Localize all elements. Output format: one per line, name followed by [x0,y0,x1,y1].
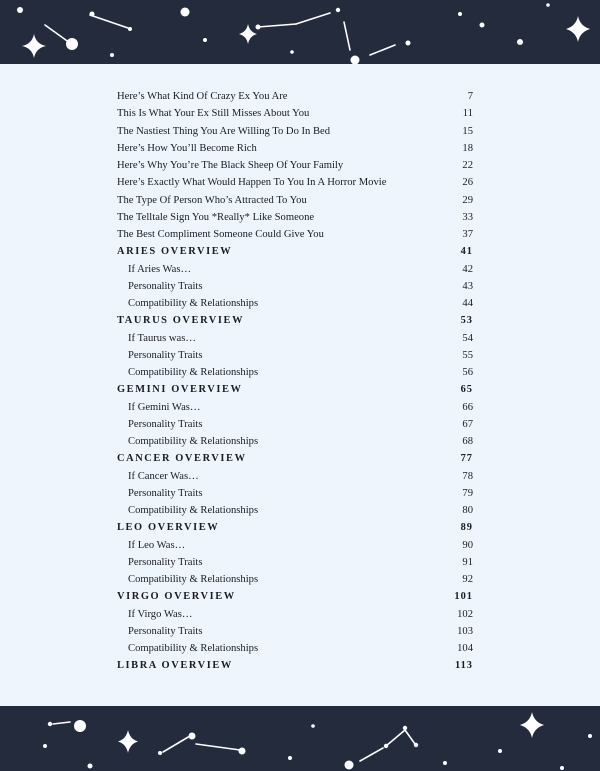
toc-page-number: 91 [462,556,473,568]
toc-title: GEMINI OVERVIEW [117,384,243,396]
toc-subentry[interactable] [117,295,473,312]
toc-page-number: 104 [457,643,473,654]
toc-page-number: 103 [457,625,473,637]
toc-title: Compatibility & Relationships [128,298,259,309]
toc-title: Here’s Why You’re The Black Sheep Of Your Family [117,160,344,171]
toc-title: Personality Traits [128,418,203,430]
toc-subentry[interactable] [117,502,473,519]
toc-title: If Virgo Was… [128,608,193,620]
toc-page-number: 68 [462,436,473,447]
toc-title: Compatibility & Relationships [128,367,259,378]
toc-subentry[interactable] [117,416,473,433]
toc-title: Compatibility & Relationships [128,643,259,654]
toc-page-number: 102 [457,608,473,620]
toc-title: The Best Compliment Someone Could Give You [117,229,324,240]
toc-section-heading[interactable] [117,243,473,260]
toc-title: Compatibility & Relationships [128,505,259,516]
toc-title: The Telltale Sign You *Really* Like Someone [117,211,315,223]
toc-title: Personality Traits [128,625,203,637]
toc-subentry[interactable] [117,485,473,502]
toc-title: LIBRA OVERVIEW [117,660,233,672]
toc-page-number: 54 [462,332,473,344]
toc-page-number: 42 [462,263,473,275]
toc-page-number: 26 [462,177,473,189]
constellation-icon [0,0,600,64]
toc-page-number: 77 [460,453,473,465]
toc-page-number: 7 [467,91,473,102]
toc-entry[interactable] [117,174,473,191]
toc-subentry[interactable] [117,330,473,347]
toc-page-number: 33 [462,211,473,223]
toc-title: Here’s Exactly What Would Happen To You In A Horror Movie [117,177,387,189]
toc-title: Personality Traits [128,349,203,361]
toc-entry[interactable] [117,105,473,122]
toc-section-heading[interactable] [117,588,473,605]
toc-page-number: 56 [462,367,473,378]
toc-page-number: 11 [462,108,473,120]
toc-subentry[interactable] [117,623,473,640]
toc-title: Here’s What Kind Of Crazy Ex You Are [117,91,288,102]
toc-page-number: 79 [462,487,473,499]
toc-subentry[interactable] [117,433,473,450]
toc-subentry[interactable] [117,364,473,381]
table-of-contents [117,88,473,675]
toc-title: CANCER OVERVIEW [117,453,247,465]
toc-section-heading[interactable] [117,450,473,467]
toc-title: If Leo Was… [128,539,186,551]
toc-subentry[interactable] [117,537,473,554]
toc-entry[interactable] [117,123,473,140]
toc-title: Compatibility & Relationships [128,436,259,447]
toc-section-heading[interactable] [117,381,473,398]
toc-entry[interactable] [117,157,473,174]
toc-entry[interactable] [117,88,473,105]
toc-title: TAURUS OVERVIEW [117,315,245,327]
toc-title: ARIES OVERVIEW [117,246,233,258]
toc-title: If Aries Was… [128,263,192,275]
toc-page-number: 101 [454,591,473,603]
toc-page-number: 18 [462,142,473,154]
toc-title: If Taurus was… [128,332,196,344]
toc-subentry[interactable] [117,468,473,485]
toc-subentry[interactable] [117,571,473,588]
toc-title: The Nastiest Thing You Are Willing To Do In Bed [117,125,331,137]
toc-page-number: 37 [462,229,473,240]
toc-page-number: 113 [454,660,473,672]
toc-page-number: 65 [460,384,473,396]
toc-title: Personality Traits [128,487,203,499]
toc-title: Personality Traits [128,556,203,568]
toc-page-number: 66 [462,401,473,413]
toc-page-number: 90 [462,539,473,551]
toc-title: Compatibility & Relationships [128,574,259,585]
toc-section-heading[interactable] [117,657,473,674]
toc-subentry[interactable] [117,640,473,657]
toc-page-number: 44 [462,298,473,309]
toc-title: Personality Traits [128,280,203,292]
toc-entry[interactable] [117,209,473,226]
toc-page-number: 29 [462,194,473,206]
toc-page-number: 89 [460,522,473,534]
toc-page-number: 41 [460,246,473,258]
toc-title: Here’s How You’ll Become Rich [117,142,257,154]
toc-page-number: 92 [462,574,473,585]
toc-title: The Type Of Person Who’s Attracted To You [117,194,307,206]
toc-page-number: 55 [462,349,473,361]
top-star-band [0,0,600,64]
toc-subentry[interactable] [117,399,473,416]
toc-page-number: 53 [460,315,473,327]
toc-page-number: 43 [462,280,473,292]
toc-page-number: 22 [462,160,473,171]
toc-subentry[interactable] [117,606,473,623]
toc-subentry[interactable] [117,347,473,364]
toc-page-number: 15 [462,125,473,137]
toc-section-heading[interactable] [117,312,473,329]
toc-subentry[interactable] [117,278,473,295]
toc-title: If Gemini Was… [128,401,201,413]
toc-title: This Is What Your Ex Still Misses About You [117,108,310,120]
toc-page-number: 78 [462,470,473,482]
toc-subentry[interactable] [117,554,473,571]
constellation-icon [0,706,600,771]
bottom-star-band [0,706,600,771]
toc-section-heading[interactable] [117,519,473,536]
toc-title: VIRGO OVERVIEW [117,591,236,603]
toc-subentry[interactable] [117,261,473,278]
toc-entry[interactable] [117,226,473,243]
toc-page-number: 80 [462,505,473,516]
toc-entry[interactable] [117,192,473,209]
toc-title: LEO OVERVIEW [117,522,220,534]
toc-title: If Cancer Was… [128,470,199,482]
toc-page-number: 67 [462,418,473,430]
toc-entry[interactable] [117,140,473,157]
